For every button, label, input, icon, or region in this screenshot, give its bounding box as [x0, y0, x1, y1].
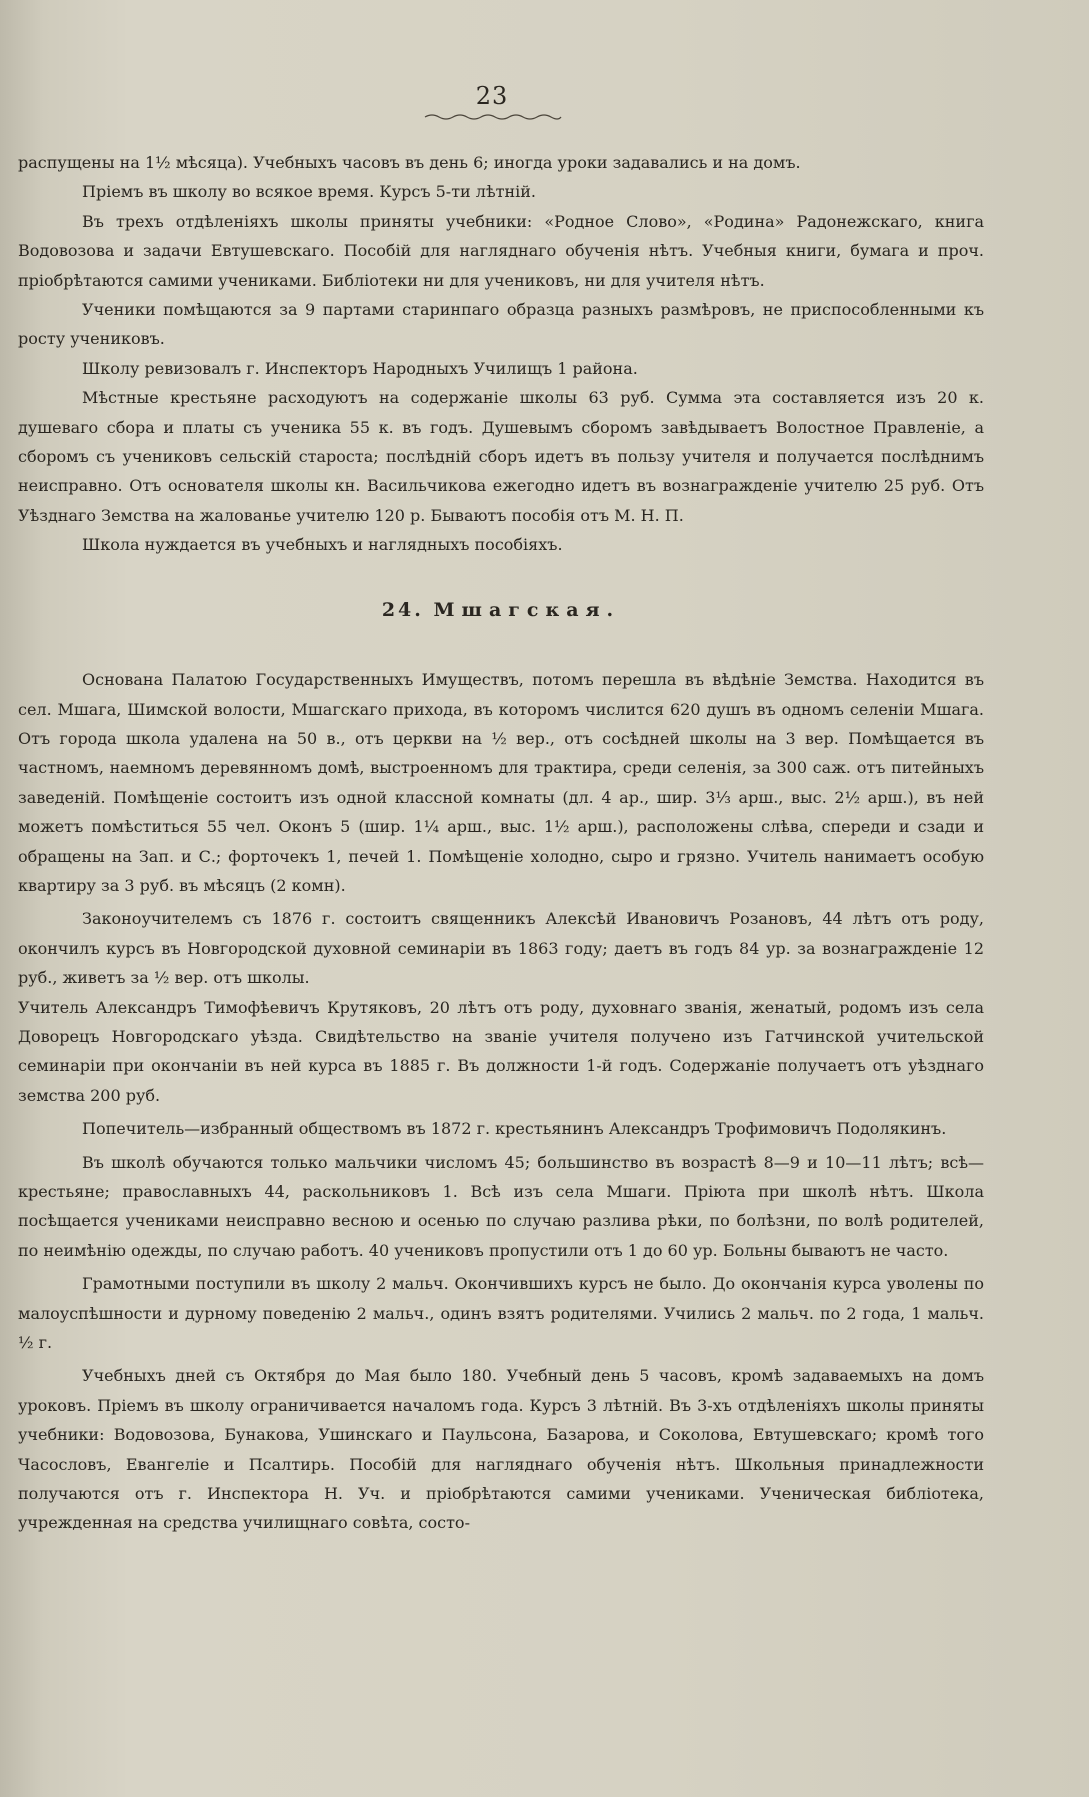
page-number: 23 [475, 82, 509, 110]
body-text [18, 148, 984, 1538]
paragraph: Мѣстные крестьяне расходуютъ на содержаніе школы 63 руб. Сумма эта составляется изъ 20 к. душеваго сбора и платы съ ученика 55 к. въ годъ. Душевымъ сборомъ завѣдываетъ Волостное Правленіе, а сборомъ съ учениковъ сельскій староста; послѣдній сборъ идетъ въ пользу учителя и получается послѣднимъ неисправно. Отъ основателя школы кн. Васильчикова ежегодно идетъ въ вознагражденіе учителю 25 руб. Отъ Уѣзднаго Земства на жалованье учителю 120 р. Бываютъ пособія отъ М. Н. П. [18, 388, 984, 525]
section-number: 24. [381, 598, 424, 621]
paragraph: Пріемъ въ школу во всякое время. Курсъ 5-ти лѣтній. [82, 182, 536, 202]
paragraph-continuation: распущены на 1½ мѣсяца). Учебныхъ часовъ въ день 6; иногда уроки задавались и на домъ. [18, 153, 801, 172]
paragraph: Законоучителемъ съ 1876 г. состоитъ священникъ Алексѣй Ивановичъ Розановъ, 44 лѣтъ отъ роду, окончилъ курсъ въ Новгородской духовной семинаріи въ 1863 году; даетъ въ годъ 84 ур. за вознагражденіе 12 руб., живетъ за ½ вер. отъ школы. [18, 909, 984, 988]
paragraph: Ученики помѣщаются за 9 партами старинпаго образца разныхъ размѣровъ, не приспособленными къ росту учениковъ. [18, 300, 984, 349]
paragraph: Попечитель—избранный обществомъ въ 1872 г. крестьянинъ Александръ Трофимовичъ Подолякинъ. [82, 1119, 947, 1139]
paragraph: Учитель Александръ Тимофѣевичъ Крутяковъ, 20 лѣтъ отъ роду, духовнаго званія, женатый, родомъ изъ села Доворецъ Новгородскаго уѣзда. Свидѣтельство на званіе учителя получено изъ Гатчинской учительской семинаріи при окончаніи въ ней курса въ 1885 г. Въ должности 1-й годъ. Содержаніе получаетъ отъ уѣзднаго земства 200 руб. [18, 997, 984, 1105]
paragraph: Школу ревизовалъ г. Инспекторъ Народныхъ Училищъ 1 района. [82, 358, 638, 378]
section-heading [18, 596, 984, 625]
paragraph: Въ трехъ отдѣленіяхъ школы приняты учебники: «Родное Слово», «Родина» Радонежскаго, книга Водовозова и задачи Евтушевскаго. Пособій для нагляднаго обученія нѣтъ. Учебныя книги, бумага и проч. пріобрѣтаются самими учениками. Библіотеки ни для учениковъ, ни для учителя нѣтъ. [18, 211, 984, 290]
paragraph: Грамотными поступили въ школу 2 мальч. Окончившихъ курсъ не было. До окончанія курса уволены по малоуспѣшности и дурному поведенію 2 мальч., одинъ взятъ родителями. Учились 2 мальч. по 2 года, 1 мальч. ½ г. [18, 1274, 984, 1353]
paragraph: Учебныхъ дней съ Октября до Мая было 180. Учебный день 5 часовъ, кромѣ задаваемыхъ на домъ уроковъ. Пріемъ въ школу ограничивается началомъ года. Курсъ 3 лѣтній. Въ 3-хъ отдѣленіяхъ школы приняты учебники: Водовозова, Бунакова, Ушинскаго и Паульсона, Базарова, и Соколова, Евтушевскаго; кромѣ того Часословъ, Евангеліе и Псалтирь. Пособій для нагляднаго обученія нѣтъ. Школьныя принадлежности получаются отъ г. Инспектора Н. Уч. и пріобрѣтаются самими учениками. Ученическая библіотека, учрежденная на средства училищнаго совѣта, состо- [18, 1366, 984, 1533]
wavy-ornament [423, 112, 563, 122]
section-title: Мшагская. [433, 598, 621, 621]
paragraph: Въ школѣ обучаются только мальчики числомъ 45; большинство въ возрастѣ 8—9 и 10—11 лѣтъ; всѣ—крестьяне; православныхъ 44, раскольниковъ 1. Всѣ изъ села Мшаги. Пріюта при школѣ нѣтъ. Школа посѣщается учениками неисправно весною и осенью по случаю разлива рѣки, по болѣзни, по волѣ родителей, по неимѣнію одежды, по случаю работъ. 40 учениковъ пропустили отъ 1 до 60 ур. Больны бываютъ не часто. [18, 1152, 984, 1260]
paragraph: Школа нуждается въ учебныхъ и наглядныхъ пособіяхъ. [82, 535, 563, 555]
paragraph: Основана Палатою Государственныхъ Имуществъ, потомъ перешла въ вѣдѣніе Земства. Находится въ сел. Мшага, Шимской волости, Мшагскаго прихода, въ которомъ числится 620 душъ въ одномъ селеніи Мшага. Отъ города школа удалена на 50 в., отъ церкви на ½ вер., отъ сосѣдней школы на 3 вер. Помѣщается въ частномъ, наемномъ деревянномъ домѣ, выстроенномъ для трактира, среди селенія, за 300 саж. отъ питейныхъ заведеній. Помѣщеніе состоитъ изъ одной классной комнаты (дл. 4 ар., шир. 3⅓ арш., выс. 2½ арш.), въ ней можетъ помѣститься 55 чел. Оконъ 5 (шир. 1¼ арш., выс. 1½ арш.), расположены слѣва, спереди и сзади и обращены на Зап. и С.; форточекъ 1, печей 1. Помѣщеніе холодно, сыро и грязно. Учитель нанимаетъ особую квартиру за 3 руб. въ мѣсяцъ (2 комн). [18, 670, 984, 895]
